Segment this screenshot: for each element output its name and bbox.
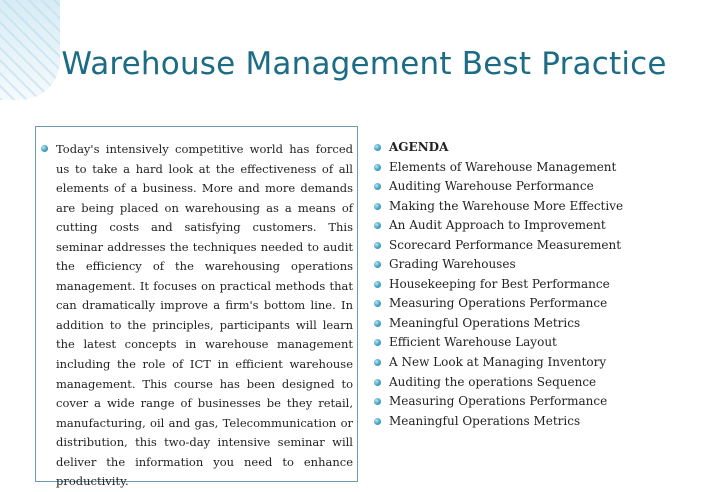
agenda-item: Housekeeping for Best Performance — [374, 275, 623, 295]
agenda-item: Measuring Operations Performance — [374, 392, 623, 412]
bullet-icon — [374, 300, 381, 307]
bullet-icon — [374, 339, 381, 346]
agenda-item: Efficient Warehouse Layout — [374, 333, 623, 353]
agenda-item: Grading Warehouses — [374, 255, 623, 275]
agenda-item: Meaningful Operations Metrics — [374, 412, 623, 432]
bullet-icon — [374, 398, 381, 405]
description-paragraph: Today's intensively competitive world has forced us to take a hard look at the effectiveness of all elements of a business. More and more demands are being placed on warehousing as a means of cutting costs and satisfying customers. This seminar addresses the techniques needed to audit the efficiency of the warehousing operations management. It focuses on practical methods that can dramatically improve a firm's bottom line. In addition to the principles, participants will learn the latest concepts in warehouse management including the role of ICT in efficient warehouse management. This course has been designed to cover a wide range of businesses be they retail, manufacturing, oil and gas, Telecommunication or distribution, this two-day intensive seminar will deliver the information you need to enhance productivity. — [56, 142, 353, 489]
agenda-item: A New Look at Managing Inventory — [374, 353, 623, 373]
bullet-icon — [374, 203, 381, 210]
bullet-icon — [374, 281, 381, 288]
agenda-item: Auditing the operations Sequence — [374, 373, 623, 393]
bullet-icon — [374, 222, 381, 229]
bullet-icon — [374, 164, 381, 171]
agenda-heading: AGENDA — [374, 138, 623, 158]
slide-title: Warehouse Management Best Practice — [61, 46, 667, 82]
bullet-icon — [374, 320, 381, 327]
bullet-icon — [374, 418, 381, 425]
bullet-icon — [374, 359, 381, 366]
agenda-list — [374, 138, 623, 431]
agenda-item: Meaningful Operations Metrics — [374, 314, 623, 334]
bullet-icon — [374, 144, 381, 151]
agenda-item: An Audit Approach to Improvement — [374, 216, 623, 236]
agenda-item: Auditing Warehouse Performance — [374, 177, 623, 197]
agenda-item: Elements of Warehouse Management — [374, 158, 623, 178]
bullet-icon — [374, 379, 381, 386]
bullet-icon — [41, 145, 48, 152]
agenda-item: Measuring Operations Performance — [374, 294, 623, 314]
agenda-item: Scorecard Performance Measurement — [374, 236, 623, 256]
bullet-icon — [374, 242, 381, 249]
bullet-icon — [374, 183, 381, 190]
bullet-icon — [374, 261, 381, 268]
agenda-item: Making the Warehouse More Effective — [374, 197, 623, 217]
